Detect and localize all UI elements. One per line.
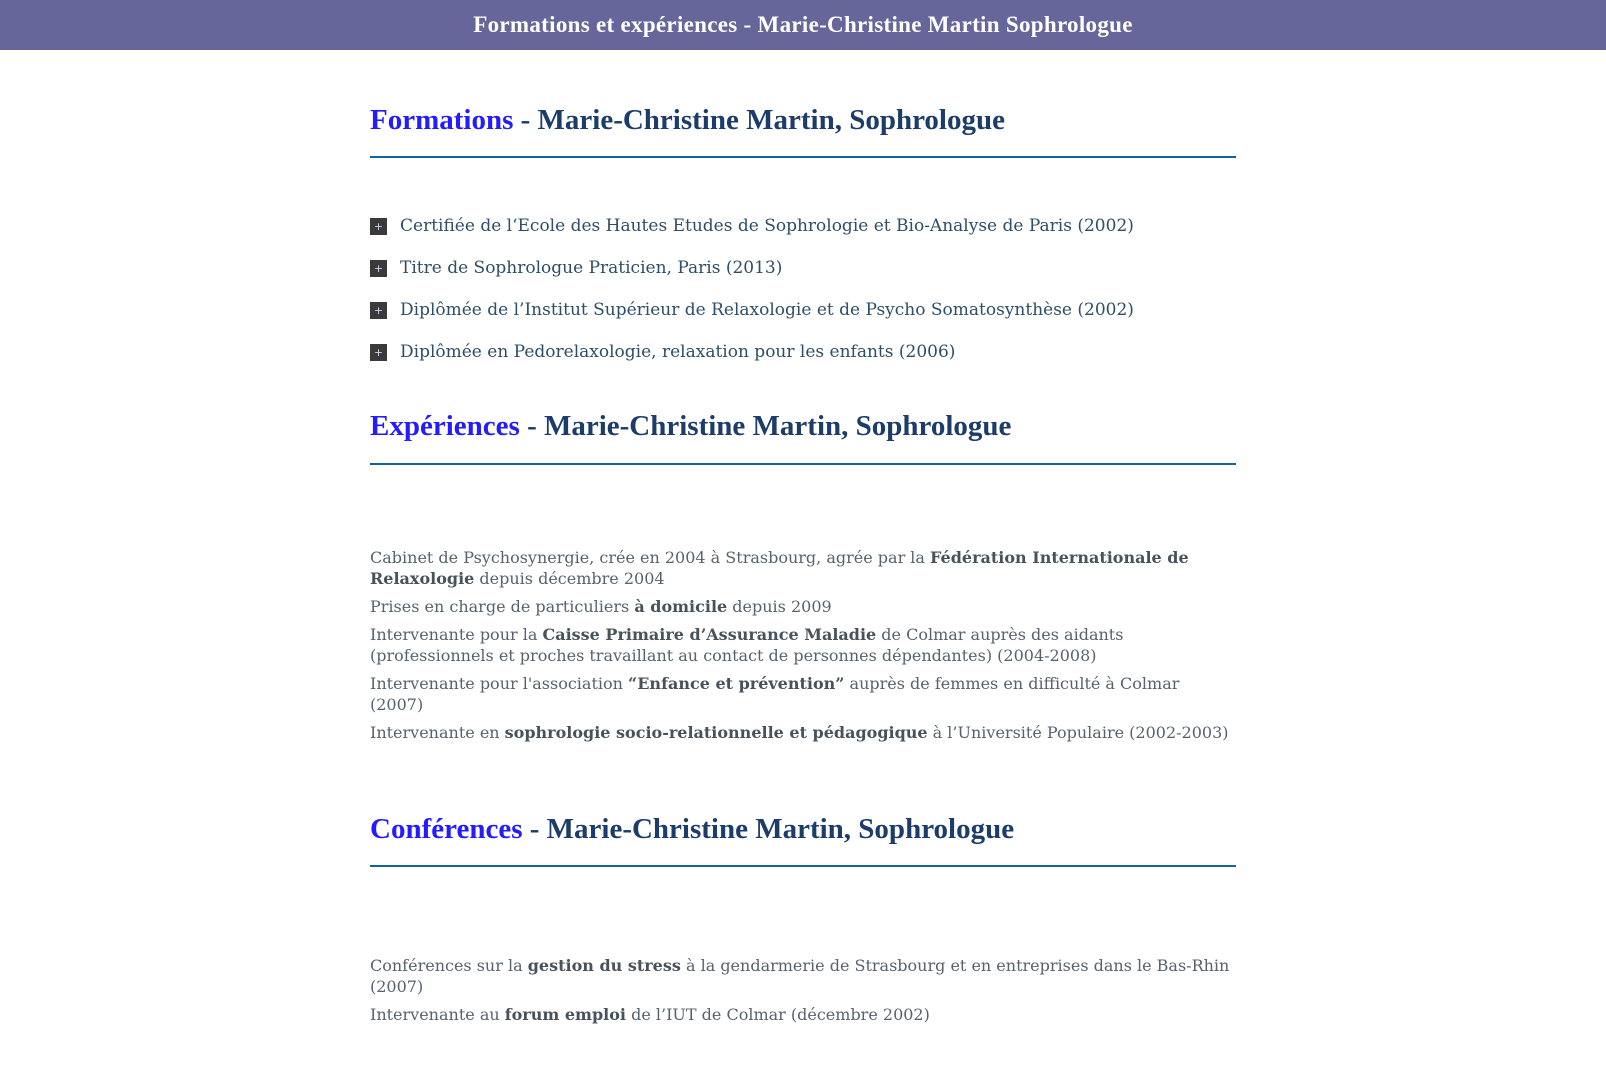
experiences-heading-accent: Expériences	[370, 410, 520, 443]
conferences-heading	[370, 811, 1236, 847]
formations-list	[370, 216, 1236, 362]
paragraph-bold-segment: gestion du stress	[527, 955, 681, 975]
formation-item-row	[370, 258, 1236, 278]
formation-item-row	[370, 300, 1236, 320]
paragraph-text-segment: Intervenante pour l'association	[370, 673, 629, 693]
paragraph-text-segment: Intervenante en	[370, 722, 505, 742]
paragraph-text-segment: depuis 2009	[727, 596, 832, 616]
paragraph-bold-segment: Caisse Primaire d’Assurance Maladie	[542, 624, 877, 644]
expand-plus-icon[interactable]: +	[370, 260, 387, 277]
conferences-heading-block	[370, 811, 1236, 867]
formation-item-row	[370, 216, 1236, 236]
paragraph-text-segment: de l’IUT de Colmar (décembre 2002)	[626, 1004, 930, 1024]
body-paragraph	[370, 596, 1236, 617]
section-formations	[370, 102, 1236, 362]
paragraph-bold-segment: Fédération Internationale de Relaxologie	[370, 547, 1189, 588]
formation-item-label: Titre de Sophrologue Praticien, Paris (2013)	[400, 258, 783, 279]
paragraph-bold-segment: forum emploi	[504, 1004, 626, 1024]
formations-heading-rest: - Marie-Christine Martin, Sophrologue	[513, 104, 1005, 136]
formations-heading	[370, 102, 1236, 138]
section-experiences	[370, 408, 1236, 742]
formation-item-row	[370, 342, 1236, 362]
body-paragraph	[370, 722, 1236, 743]
conferences-heading-rest: - Marie-Christine Martin, Sophrologue	[522, 812, 1015, 845]
experiences-heading	[370, 408, 1236, 444]
conferences-heading-accent: Conférences	[370, 812, 523, 845]
body-paragraph	[370, 673, 1236, 715]
section-conferences	[370, 811, 1236, 1025]
paragraph-text-segment: Intervenante au	[370, 1004, 505, 1024]
paragraph-text-segment: depuis décembre 2004	[474, 568, 665, 588]
formations-heading-block	[370, 102, 1236, 158]
experiences-heading-rest: - Marie-Christine Martin, Sophrologue	[519, 410, 1012, 443]
main-content	[370, 102, 1236, 1092]
experiences-heading-block	[370, 408, 1236, 464]
paragraph-bold-segment: sophrologie socio-relationnelle et pédagogique	[504, 722, 928, 742]
formation-item-label: Diplômée en Pedorelaxologie, relaxation pour les enfants (2006)	[400, 342, 956, 363]
page-title: Formations et expériences - Marie-Christine Martin Sophrologue	[473, 12, 1133, 37]
formation-item-label: Certifiée de l‘Ecole des Hautes Etudes de Sophrologie et Bio-Analyse de Paris (2002)	[400, 216, 1134, 237]
paragraph-bold-segment: à domicile	[634, 596, 728, 616]
body-paragraph	[370, 547, 1236, 589]
page-header	[0, 0, 1606, 50]
expand-plus-icon[interactable]: +	[370, 302, 387, 319]
experiences-paragraphs	[370, 547, 1236, 743]
formation-item-label: Diplômée de l’Institut Supérieur de Relaxologie et de Psycho Somatosynthèse (2002)	[400, 300, 1134, 321]
formations-heading-accent: Formations	[370, 104, 514, 136]
conferences-paragraphs	[370, 955, 1236, 1025]
body-paragraph	[370, 955, 1236, 997]
body-paragraph	[370, 1004, 1236, 1025]
paragraph-text-segment: Intervenante pour la	[370, 624, 543, 644]
paragraph-text-segment: auprès de femmes en difficulté à Colmar (2007)	[370, 673, 1180, 714]
paragraph-text-segment: Prises en charge de particuliers	[370, 596, 635, 616]
paragraph-text-segment: Cabinet de Psychosynergie, crée en 2004 à Strasbourg, agrée par la	[370, 547, 931, 567]
body-paragraph	[370, 624, 1236, 666]
paragraph-bold-segment: “Enfance et prévention”	[628, 673, 845, 693]
paragraph-text-segment: de Colmar auprès des aidants (professionnels et proches travaillant au contact de personnes dépendantes) (2004-2008)	[370, 624, 1124, 665]
paragraph-text-segment: à l’Université Populaire (2002-2003)	[927, 722, 1229, 742]
paragraph-text-segment: Conférences sur la	[370, 955, 528, 975]
paragraph-text-segment: à la gendarmerie de Strasbourg et en entreprises dans le Bas-Rhin (2007)	[370, 955, 1230, 996]
expand-plus-icon[interactable]: +	[370, 218, 387, 235]
expand-plus-icon[interactable]: +	[370, 344, 387, 361]
